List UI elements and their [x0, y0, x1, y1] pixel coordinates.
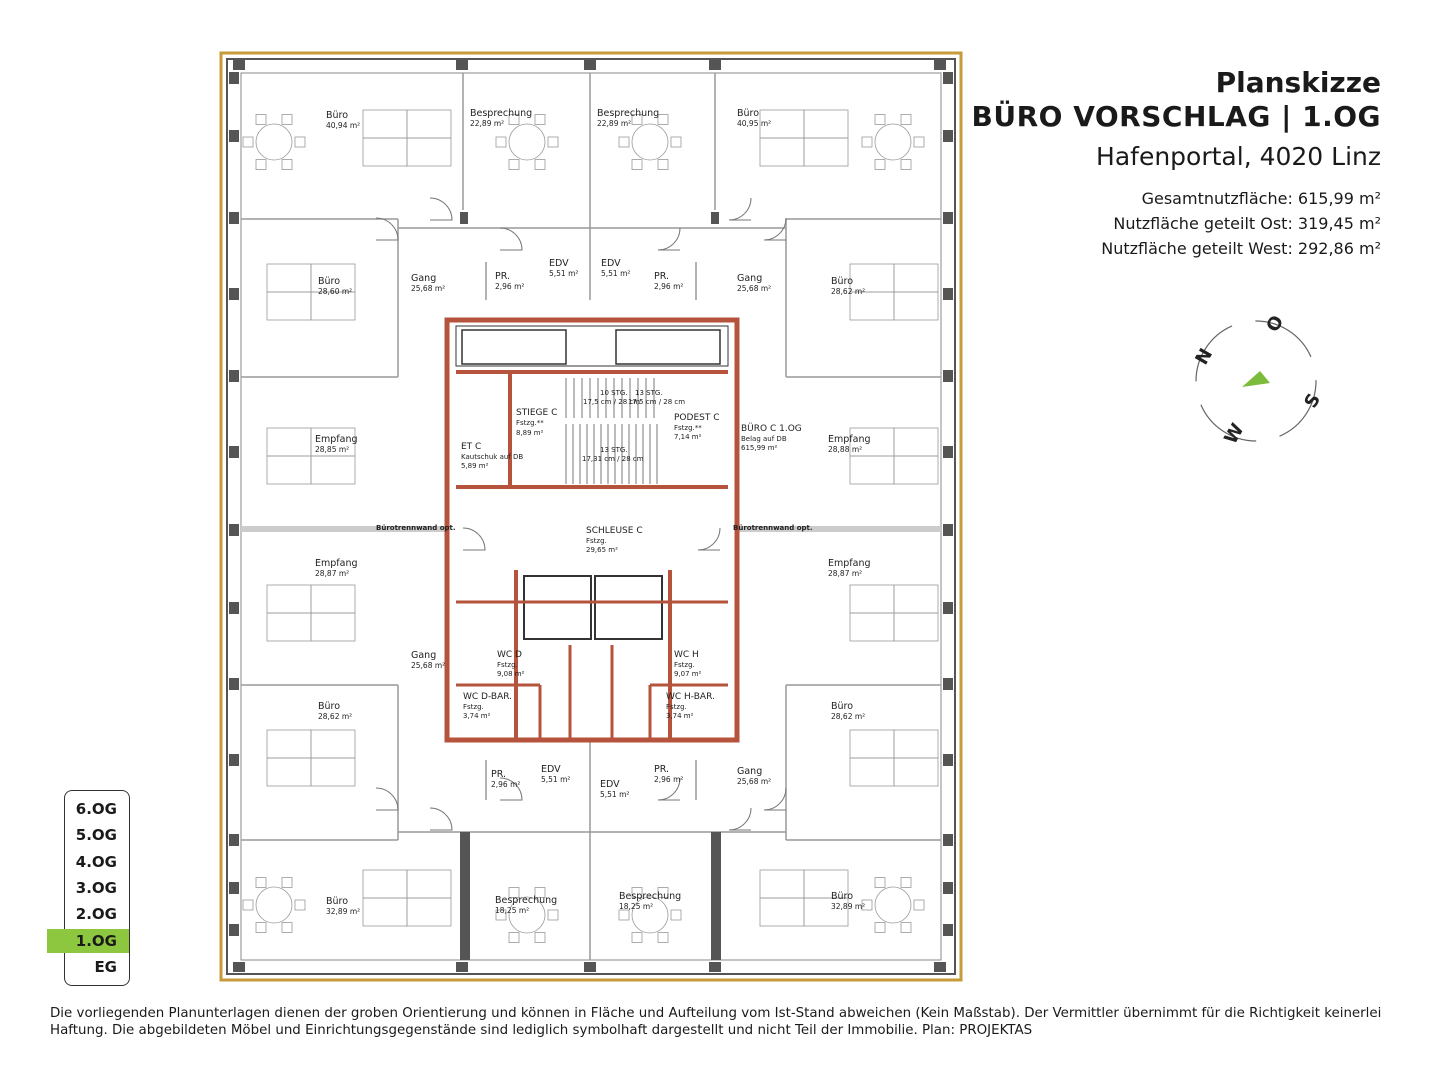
compass-w: W — [1220, 419, 1249, 448]
stair-a-dim: 17,5 cm / 28 cm — [583, 398, 641, 406]
room-name: PR. — [654, 764, 670, 775]
stiege-detail: Fstzg.** — [516, 419, 544, 427]
room-name: Büro — [318, 701, 341, 712]
wc-h-area: 9,07 m² — [674, 670, 702, 678]
stair-b-label: 13 STG. — [635, 389, 663, 397]
room-area: 25,68 m² — [411, 284, 446, 293]
room-name: Büro — [326, 110, 349, 121]
et-detail: Kautschuk auf DB — [461, 453, 524, 461]
room-name: Büro — [831, 891, 854, 902]
room-name: EDV — [549, 258, 569, 269]
room-name: Besprechung — [597, 108, 660, 119]
room-name: Büro — [318, 276, 341, 287]
room-name: Büro — [737, 108, 760, 119]
room-area: 5,51 m² — [600, 790, 630, 799]
room-name: Besprechung — [619, 891, 682, 902]
room-area: 25,68 m² — [737, 284, 772, 293]
room-name: EDV — [601, 258, 621, 269]
room-name: Büro — [326, 896, 349, 907]
disclaimer: Die vorliegenden Planunterlagen dienen der groben Orientierung und können in Fläche und Aufteilung vom Ist-Stand abweichen (Kein Maßstab). Der Vermittler übernimmt für die Richtigkeit keinerlei Haftung. Die abgebildeten Möbel und Einrichtungsgegenstände sind lediglich symbolhaft dargestellt und nicht Teil der Immobilie. Plan: PROJEKTAS — [50, 1006, 1382, 1038]
room-name: PR. — [654, 271, 670, 282]
wc-h-bar-label: WC H-BAR. — [666, 692, 715, 702]
compass — [1191, 312, 1325, 448]
schleuse-detail: Fstzg. — [586, 537, 607, 545]
room-area: 18,25 m² — [495, 906, 530, 915]
stair-c-label: 13 STG. — [600, 446, 628, 454]
room-name: Empfang — [315, 434, 358, 445]
room-name: PR. — [495, 271, 511, 282]
room-area: 28,87 m² — [315, 569, 350, 578]
floor-item-1og[interactable]: 1.OG — [47, 929, 129, 953]
room-area: 40,94 m² — [326, 121, 361, 130]
room-name: Gang — [737, 766, 763, 777]
wc-h-bar-area: 3,74 m² — [666, 712, 694, 720]
wc-d-bar-area: 3,74 m² — [463, 712, 491, 720]
wc-h-detail: Fstzg. — [674, 661, 695, 669]
room-name: Büro — [831, 701, 854, 712]
floor-item-2og[interactable]: 2.OG — [75, 905, 117, 924]
compass-o: O — [1262, 311, 1289, 336]
room-area: 18,25 m² — [619, 902, 654, 911]
room-area: 25,68 m² — [411, 661, 446, 670]
room-name: Empfang — [315, 558, 358, 569]
stiege-area: 8,89 m² — [516, 429, 544, 437]
room-area: 2,96 m² — [654, 775, 684, 784]
room-name: PR. — [491, 769, 507, 780]
room-name: Besprechung — [470, 108, 533, 119]
room-area: 28,85 m² — [315, 445, 350, 454]
room-area: 28,87 m² — [828, 569, 863, 578]
wc-h-bar-detail: Fstzg. — [666, 703, 687, 711]
room-area: 25,68 m² — [737, 777, 772, 786]
floor-selector — [64, 790, 130, 986]
room-name: EDV — [541, 764, 561, 775]
compass-s: S — [1300, 389, 1326, 412]
floor-item-eg[interactable]: EG — [94, 957, 117, 976]
room-name: Empfang — [828, 558, 871, 569]
stat-total-area: Gesamtnutzfläche: 615,99 m² — [1141, 189, 1381, 208]
room-area: 22,89 m² — [597, 119, 632, 128]
floor-item-3og[interactable]: 3.OG — [75, 878, 117, 897]
floor-item-6og[interactable]: 6.OG — [75, 800, 117, 818]
room-area: 5,51 m² — [601, 269, 631, 278]
buero-c-label: BÜRO C 1.OG — [741, 424, 802, 434]
room-area: 22,89 m² — [470, 119, 505, 128]
et-area: 5,89 m² — [461, 462, 489, 470]
podest-detail: Fstzg.** — [674, 424, 702, 432]
partition-label-east: Bürotrennwand opt. — [733, 524, 813, 532]
room-area: 32,89 m² — [831, 902, 866, 911]
room-area: 28,62 m² — [831, 712, 866, 721]
room-name: Empfang — [828, 434, 871, 445]
wc-d-label: WC D — [497, 650, 522, 660]
room-name: Gang — [411, 273, 437, 284]
room-area: 40,95 m² — [737, 119, 772, 128]
plan-location: Hafenportal, 4020 Linz — [1096, 142, 1381, 171]
et-label: ET C — [461, 442, 482, 452]
room-area: 2,96 m² — [491, 780, 521, 789]
room-name: Besprechung — [495, 895, 558, 906]
room-area: 28,60 m² — [318, 287, 353, 296]
compass-arrow-icon — [1242, 371, 1270, 387]
podest-area: 7,14 m² — [674, 433, 702, 441]
room-name: Gang — [737, 273, 763, 284]
stair-c-dim: 17,31 cm / 28 cm — [582, 455, 644, 463]
room-area: 28,62 m² — [318, 712, 353, 721]
wc-d-bar-detail: Fstzg. — [463, 703, 484, 711]
plan-subtitle: BÜRO VORSCHLAG | 1.OG — [971, 100, 1381, 133]
compass-n: N — [1191, 344, 1218, 369]
room-area: 32,89 m² — [326, 907, 361, 916]
podest-label: PODEST C — [674, 413, 720, 423]
partition-label-west: Bürotrennwand opt. — [376, 524, 456, 532]
wc-d-bar-label: WC D-BAR. — [463, 692, 513, 702]
floor-item-4og[interactable]: 4.OG — [75, 852, 117, 871]
wc-d-detail: Fstzg. — [497, 661, 518, 669]
stair-b-dim: 17,5 cm / 28 cm — [628, 398, 686, 406]
buero-c-area: 615,99 m² — [741, 444, 778, 452]
wc-d-area: 9,08 m² — [497, 670, 525, 678]
stat-east-area: Nutzfläche geteilt Ost: 319,45 m² — [1113, 214, 1381, 233]
room-area: 28,62 m² — [831, 287, 866, 296]
stiege-label: STIEGE C — [516, 408, 558, 418]
plan-title: Planskizze — [1215, 66, 1381, 99]
stair-a-label: 10 STG. — [600, 389, 628, 397]
room-name: Gang — [411, 650, 437, 661]
room-area: 5,51 m² — [549, 269, 579, 278]
room-name: EDV — [600, 779, 620, 790]
schleuse-label: SCHLEUSE C — [586, 526, 643, 536]
wc-h-label: WC H — [674, 650, 699, 660]
floor-item-5og[interactable]: 5.OG — [75, 826, 117, 845]
buero-c-detail: Belag auf DB — [741, 435, 787, 443]
room-area: 28,88 m² — [828, 445, 863, 454]
room-name: Büro — [831, 276, 854, 287]
schleuse-area: 29,65 m² — [586, 546, 618, 554]
room-area: 5,51 m² — [541, 775, 571, 784]
stat-west-area: Nutzfläche geteilt West: 292,86 m² — [1101, 239, 1381, 258]
room-area: 2,96 m² — [495, 282, 525, 291]
room-area: 2,96 m² — [654, 282, 684, 291]
